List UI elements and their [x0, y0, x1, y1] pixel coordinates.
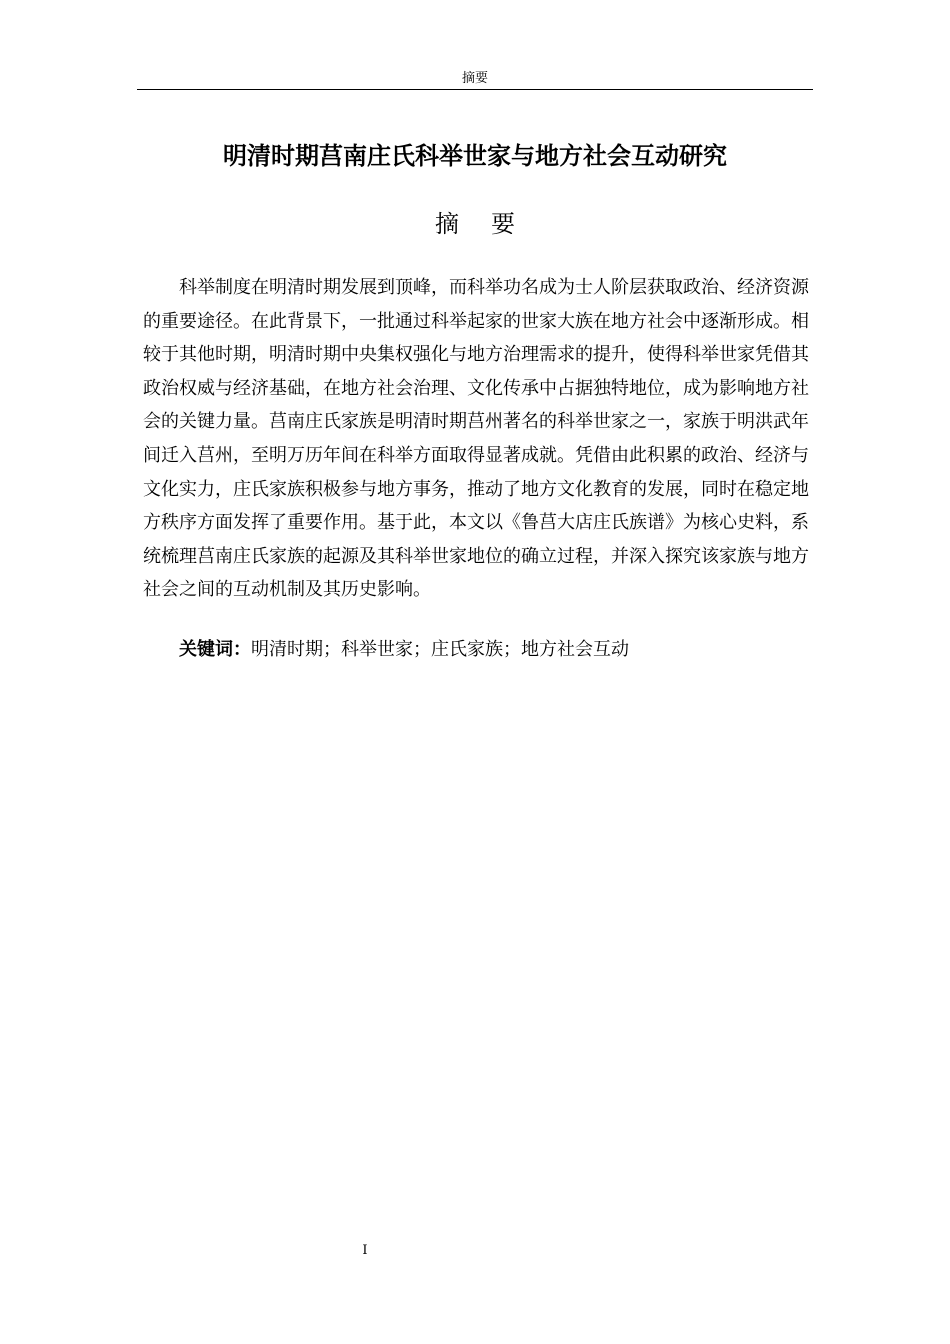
abstract-heading-char-2: 要: [491, 210, 515, 238]
header-rule: [137, 89, 813, 90]
page-number: I: [362, 1243, 368, 1258]
keywords-line: [143, 635, 809, 665]
running-header: 摘要: [461, 71, 488, 86]
keywords-label: 关键词：: [179, 639, 251, 660]
abstract-body: 科举制度在明清时期发展到顶峰，而科举功名成为士人阶层获取政治、经济资源的重要途径。在此背景下，一批通过科举起家的世家大族在地方社会中逐渐形成。相较于其他时期，明清时期中央集权强化与地方治理需求的提升，使得科举世家凭借其政治权威与经济基础，在地方社会治理、文化传承中占据独特地位，成为影响地方社会的关键力量。莒南庄氏家族是明清时期莒州著名的科举世家之一，家族于明洪武年间迁入莒州，至明万历年间在科举方面取得显著成就。凭借由此积累的政治、经济与文化实力，庄氏家族积极参与地方事务，推动了地方文化教育的发展，同时在稳定地方秩序方面发挥了重要作用。基于此，本文以《鲁莒大店庄氏族谱》为核心史料，系统梳理莒南庄氏家族的起源及其科举世家地位的确立过程，并深入探究该家族与地方社会之间的互动机制及其历史影响。: [143, 277, 809, 601]
keywords-value: 明清时期；科举世家；庄氏家族；地方社会互动: [251, 639, 629, 660]
abstract-heading-char-1: 摘: [435, 210, 459, 238]
paper-title: 明清时期莒南庄氏科举世家与地方社会互动研究: [223, 142, 727, 170]
abstract-heading: [137, 208, 813, 240]
